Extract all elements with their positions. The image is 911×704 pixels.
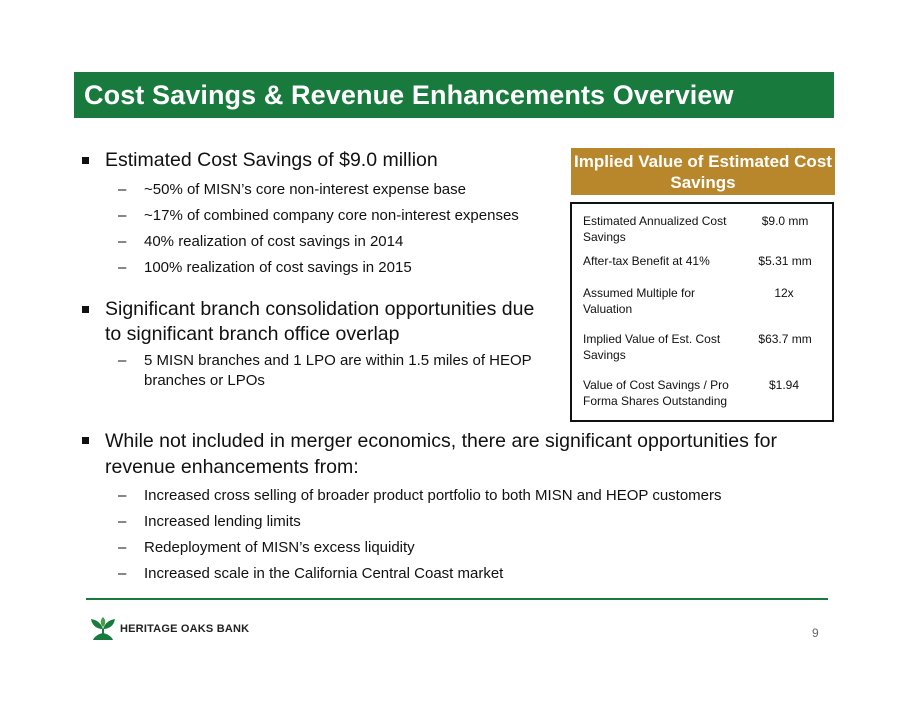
sub-bullet: – ~50% of MISN’s core non-interest expense base bbox=[118, 181, 466, 198]
table-row: Implied Value of Est. Cost Savings $63.7 mm bbox=[583, 332, 812, 362]
bank-logo bbox=[90, 617, 249, 641]
bullet-list-bottom bbox=[80, 428, 830, 587]
sub-bullet: – Increased scale in the California Central Coast market bbox=[118, 565, 504, 582]
sub-bullet: – Increased lending limits bbox=[118, 513, 301, 530]
table-row: After-tax Benefit at 41% $5.31 mm bbox=[583, 254, 812, 268]
bullet-list-top bbox=[80, 148, 580, 391]
table-row: Value of Cost Savings / Pro Forma Shares Outstanding $1.94 bbox=[583, 378, 800, 408]
implied-value-table bbox=[570, 202, 834, 422]
title-bar bbox=[74, 72, 834, 118]
footer-divider bbox=[86, 598, 828, 600]
bullet-square-icon bbox=[82, 437, 89, 444]
logo-text: HERITAGE OAKS BANK bbox=[120, 623, 250, 635]
page-number: 9 bbox=[812, 626, 819, 640]
sub-bullet: – Redeployment of MISN’s excess liquidity bbox=[118, 539, 415, 556]
bullet-revenue-enhancements: While not included in merger economics, there are significant opportunities for revenue enhancements from: bbox=[80, 428, 835, 480]
sub-bullet: – Increased cross selling of broader product portfolio to both MISN and HEOP customers bbox=[118, 487, 722, 504]
bullet-branch-consolidation: Significant branch consolidation opportunities due to significant branch office overlap bbox=[80, 297, 555, 347]
bullet-cost-savings: Estimated Cost Savings of $9.0 million bbox=[80, 148, 575, 173]
sub-bullet: – 5 MISN branches and 1 LPO are within 1.5 miles of HEOP branches or LPOs bbox=[118, 352, 532, 389]
sub-bullet: – ~17% of combined company core non-interest expenses bbox=[118, 207, 519, 224]
sub-bullet: – 40% realization of cost savings in 2014 bbox=[118, 233, 404, 250]
page-title: Cost Savings & Revenue Enhancements Overview bbox=[84, 79, 734, 110]
table-row: Assumed Multiple for Valuation 12x bbox=[583, 286, 794, 316]
table-row: Estimated Annualized Cost Savings $9.0 mm bbox=[583, 214, 809, 244]
sub-bullet: – 100% realization of cost savings in 2015 bbox=[118, 259, 412, 276]
oak-leaf-icon bbox=[90, 617, 116, 641]
implied-value-header: Implied Value of Estimated Cost Savings bbox=[571, 148, 835, 195]
bullet-square-icon bbox=[82, 306, 89, 313]
bullet-square-icon bbox=[82, 157, 89, 164]
